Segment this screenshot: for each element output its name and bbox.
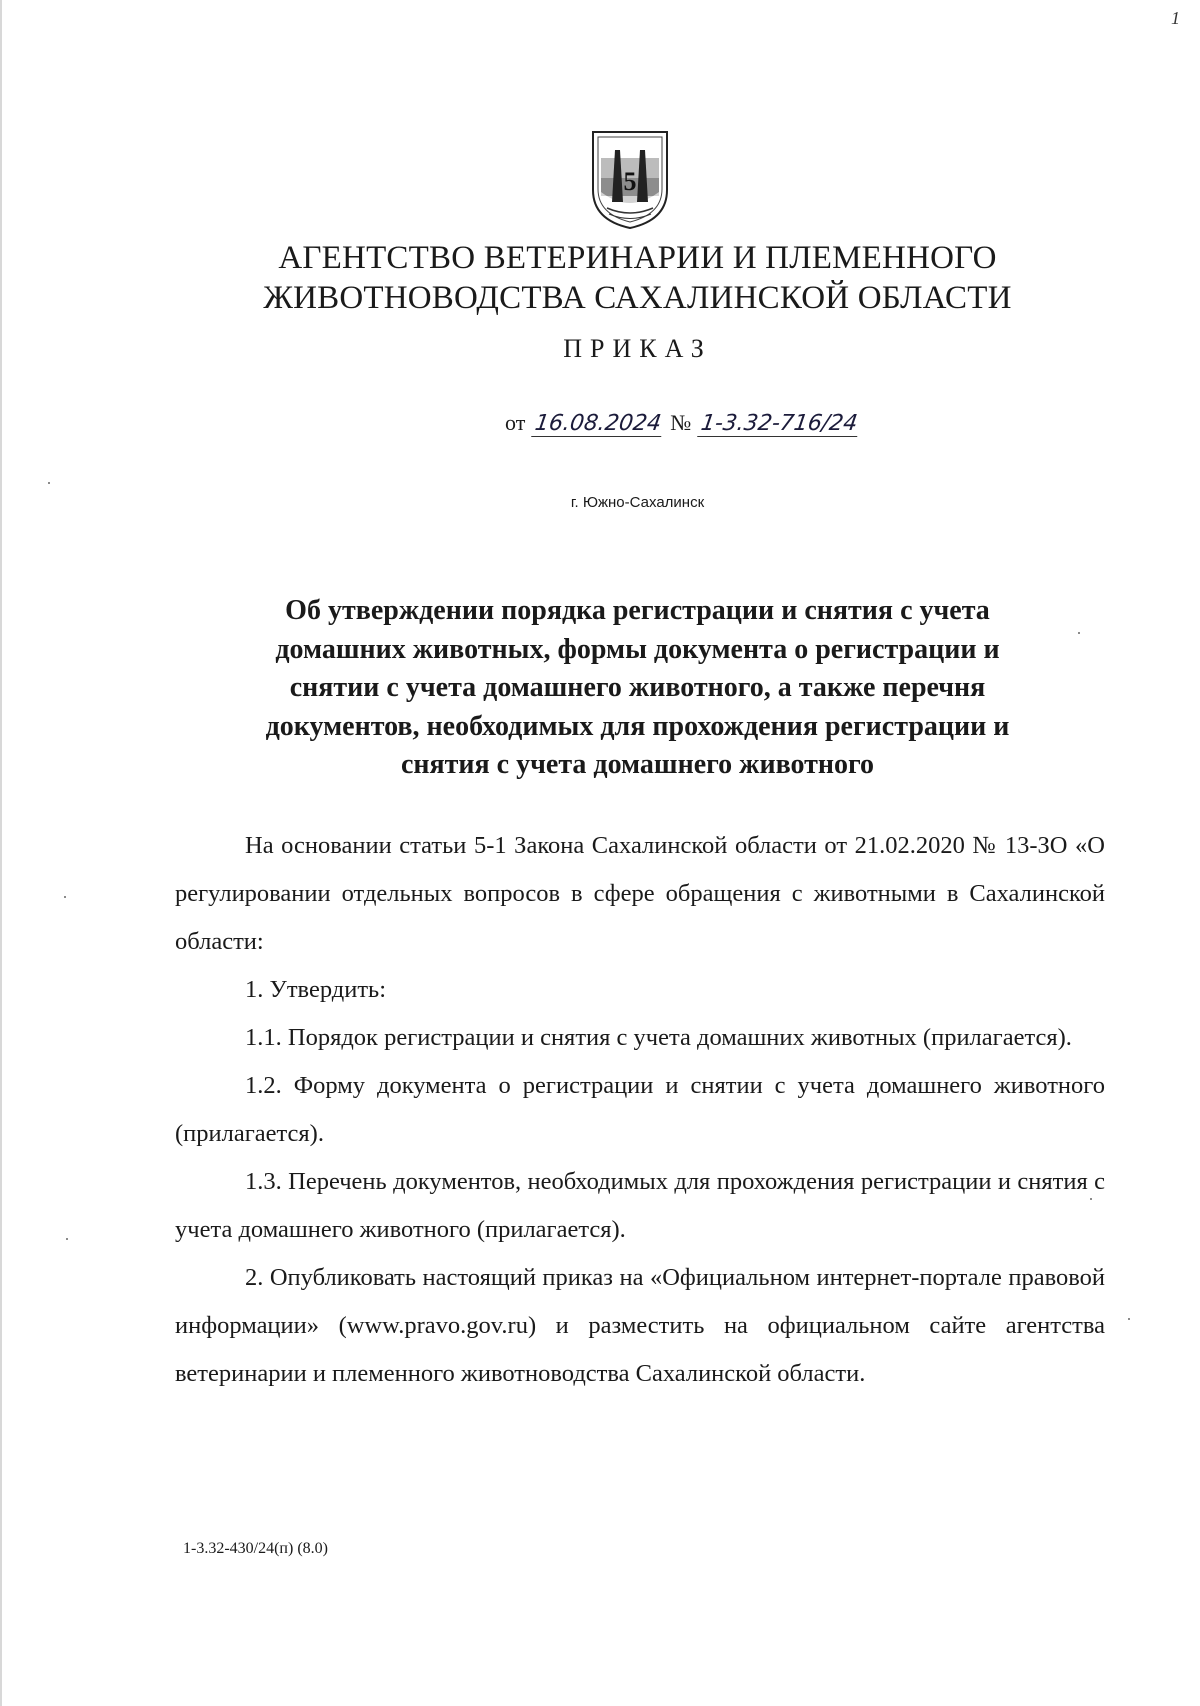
title-line-1: Об утверждении порядка регистрации и снятия с учета xyxy=(285,595,990,626)
paragraph-1-3: 1.3. Перечень документов, необходимых для прохождения регистрации и снятия с учета домашнего животного (прилагается). xyxy=(175,1168,1105,1243)
city-name: г. Южно-Сахалинск xyxy=(570,494,705,511)
title-line-2: домашних животных, формы документа о регистрации и xyxy=(275,633,1000,665)
title-line-5: снятия с учета домашнего животного xyxy=(400,749,875,780)
paragraph-approve: 1. Утвердить: xyxy=(245,976,387,1003)
svg-text:5: 5 xyxy=(623,167,637,196)
scan-speck xyxy=(1128,1318,1130,1320)
title-line-4: документов, необходимых для прохождения регистрации и xyxy=(265,710,1010,742)
order-number: 1-3.32-716/24 xyxy=(697,411,861,437)
document-body xyxy=(175,822,1105,1398)
scan-speck xyxy=(48,482,50,484)
scan-speck xyxy=(1090,1198,1092,1200)
number-label: № xyxy=(670,410,692,435)
paragraph-1-1: 1.1. Порядок регистрации и снятия с учета домашних животных (прилагается). xyxy=(245,1024,1072,1051)
page-number: 1 xyxy=(1171,8,1180,28)
title-line-3: снятии с учета домашнего животного, а также перечня xyxy=(289,672,986,703)
agency-name-line-1: АГЕНТСТВО ВЕТЕРИНАРИИ И ПЛЕМЕННОГО xyxy=(278,240,997,276)
document-title xyxy=(140,592,1135,785)
order-heading: ПРИКАЗ xyxy=(563,334,712,363)
agency-name xyxy=(0,238,1200,318)
paragraph-basis: На основании статьи 5-1 Закона Сахалинской области от 21.02.2020 № 13-ЗО «О регулировании отдельных вопросов в сфере обращения с животными в Сахалинской области: xyxy=(175,832,1105,955)
scan-speck xyxy=(1078,632,1080,634)
scan-speck xyxy=(64,896,66,898)
footer-document-code: 1-3.32-430/24(п) (8.0) xyxy=(183,1540,328,1557)
from-label: от xyxy=(505,410,526,435)
paragraph-2: 2. Опубликовать настоящий приказ на «Официальном интернет-портале правовой информации» (www.pravo.gov.ru) и разместить на официальном сайте агентства ветеринарии и племенного животноводства Сахалинской области. xyxy=(175,1264,1105,1387)
order-date: 16.08.2024 xyxy=(531,411,665,437)
sakhalin-coat-of-arms-icon xyxy=(587,128,673,230)
agency-name-line-2: ЖИВОТНОВОДСТВА САХАЛИНСКОЙ ОБЛАСТИ xyxy=(263,280,1012,316)
paragraph-1-2: 1.2. Форму документа о регистрации и снятии с учета домашнего животного (прилагается). xyxy=(175,1072,1105,1147)
scan-speck xyxy=(66,1238,68,1240)
order-date-number xyxy=(505,410,861,437)
